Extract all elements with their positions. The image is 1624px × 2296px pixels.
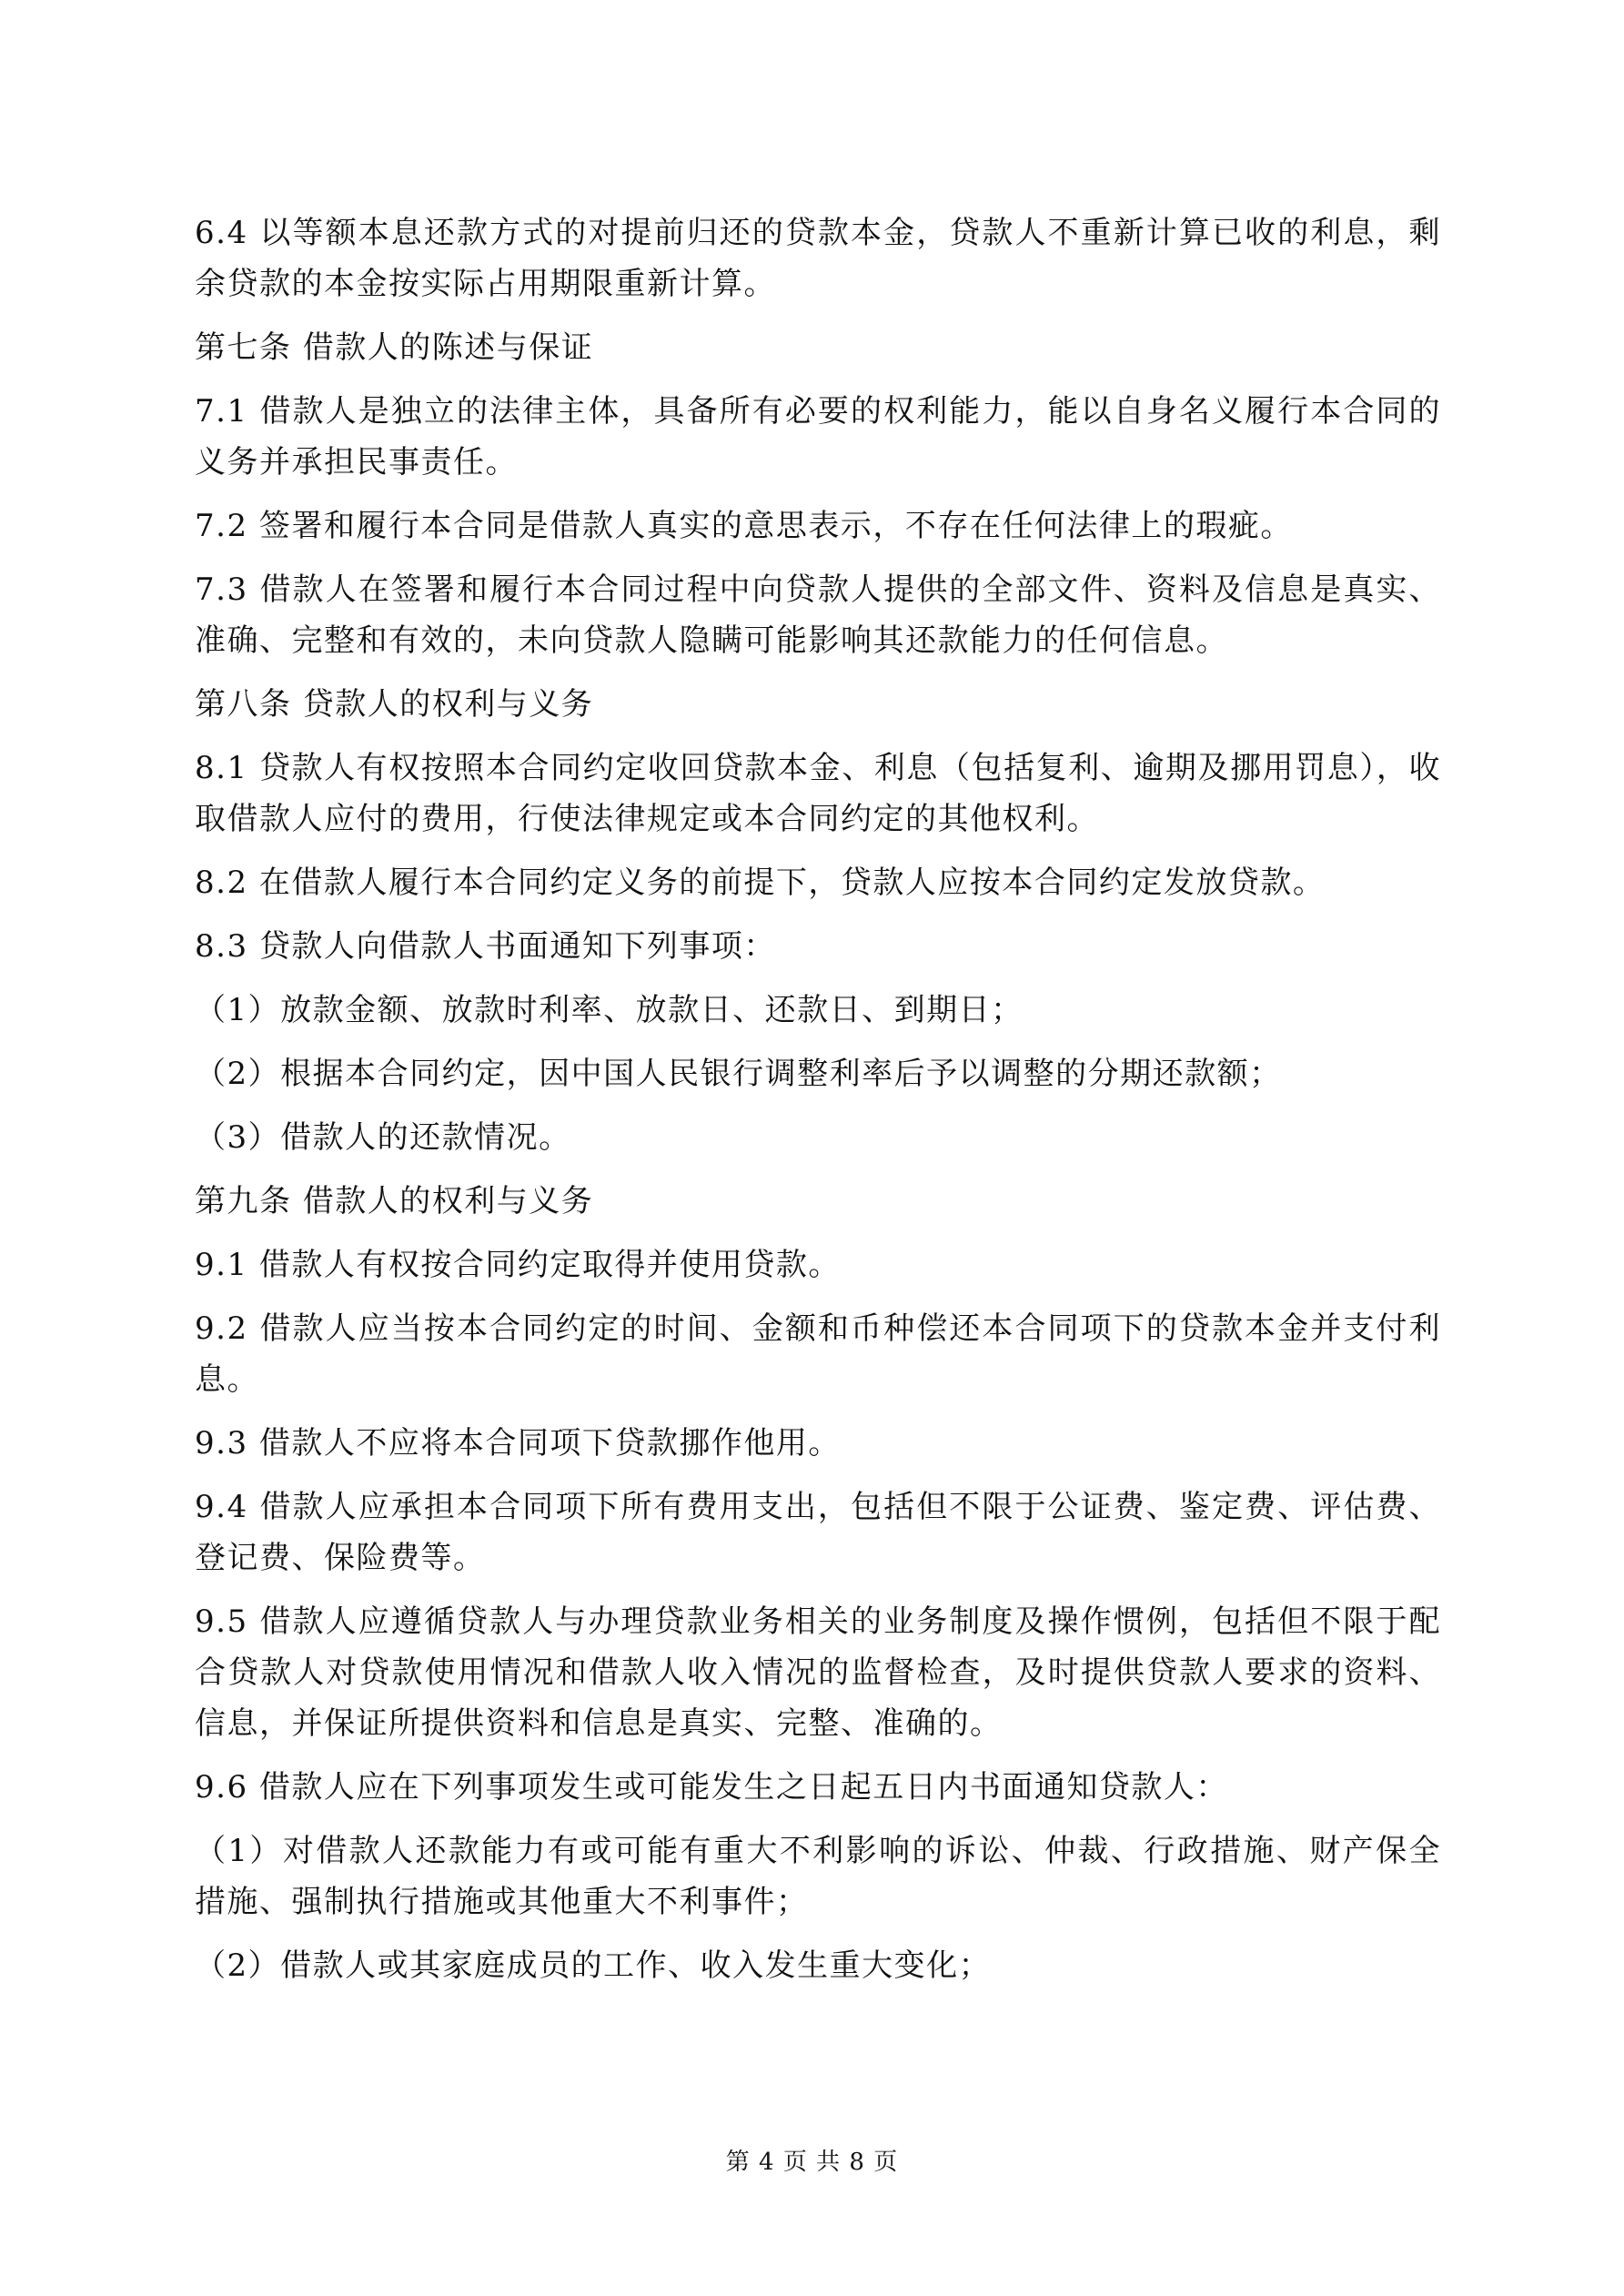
document-body [195, 207, 1441, 2004]
clause-8-3-item-2: （2）根据本合同约定，因中国人民银行调整利率后予以调整的分期还款额； [195, 1056, 1282, 1092]
clause-7-1: 7.1 借款人是独立的法律主体，具备所有必要的权利能力，能以自身名义履行本合同的义务并承担民事责任。 [195, 393, 1441, 480]
clause-9-3: 9.3 借款人不应将本合同项下贷款挪作他用。 [195, 1425, 841, 1462]
article-9-heading: 第九条 借款人的权利与义务 [195, 1183, 594, 1219]
clause-8-3: 8.3 贷款人向借款人书面通知下列事项： [195, 928, 776, 965]
clause-9-6-item-2: （2）借款人或其家庭成员的工作、收入发生重大变化； [195, 1947, 992, 1984]
clause-7-3: 7.3 借款人在签署和履行本合同过程中向贷款人提供的全部文件、资料及信息是真实、准确、完整和有效的，未向贷款人隐瞒可能影响其还款能力的任何信息。 [195, 571, 1441, 659]
page-number-footer: 第 4 页 共 8 页 [725, 2149, 899, 2176]
clause-6-4: 6.4 以等额本息还款方式的对提前归还的贷款本金，贷款人不重新计算已收的利息，剩余贷款的本金按实际占用期限重新计算。 [195, 215, 1441, 302]
clause-9-1: 9.1 借款人有权按合同约定取得并使用贷款。 [195, 1247, 841, 1283]
clause-9-2: 9.2 借款人应当按本合同约定的时间、金额和币种偿还本合同项下的贷款本金并支付利息。 [195, 1310, 1441, 1398]
clause-8-3-item-1: （1）放款金额、放款时利率、放款日、还款日、到期日； [195, 992, 1024, 1028]
clause-8-2: 8.2 在借款人履行本合同约定义务的前提下，贷款人应按本合同约定发放贷款。 [195, 865, 1326, 901]
clause-9-4: 9.4 借款人应承担本合同项下所有费用支出，包括但不限于公证费、鉴定费、评估费、登记费、保险费等。 [195, 1489, 1441, 1576]
clause-8-1: 8.1 贷款人有权按照本合同约定收回贷款本金、利息（包括复利、逾期及挪用罚息），收取借款人应付的费用，行使法律规定或本合同约定的其他权利。 [195, 750, 1441, 837]
clause-9-6: 9.6 借款人应在下列事项发生或可能发生之日起五日内书面通知贷款人： [195, 1769, 1228, 1805]
article-7-heading: 第七条 借款人的陈述与保证 [195, 329, 594, 366]
clause-7-2: 7.2 签署和履行本合同是借款人真实的意思表示，不存在任何法律上的瑕疵。 [195, 508, 1293, 544]
clause-8-3-item-3: （3）借款人的还款情况。 [195, 1119, 571, 1156]
article-8-heading: 第八条 贷款人的权利与义务 [195, 686, 594, 723]
clause-9-5: 9.5 借款人应遵循贷款人与办理贷款业务相关的业务制度及操作惯例，包括但不限于配合贷款人对贷款使用情况和借款人收入情况的监督检查，及时提供贷款人要求的资料、信息，并保证所提供资料和信息是真实、完整、准确的。 [195, 1603, 1441, 1742]
clause-9-6-item-1: （1）对借款人还款能力有或可能有重大不利影响的诉讼、仲裁、行政措施、财产保全措施、强制执行措施或其他重大不利事件； [195, 1833, 1441, 1920]
